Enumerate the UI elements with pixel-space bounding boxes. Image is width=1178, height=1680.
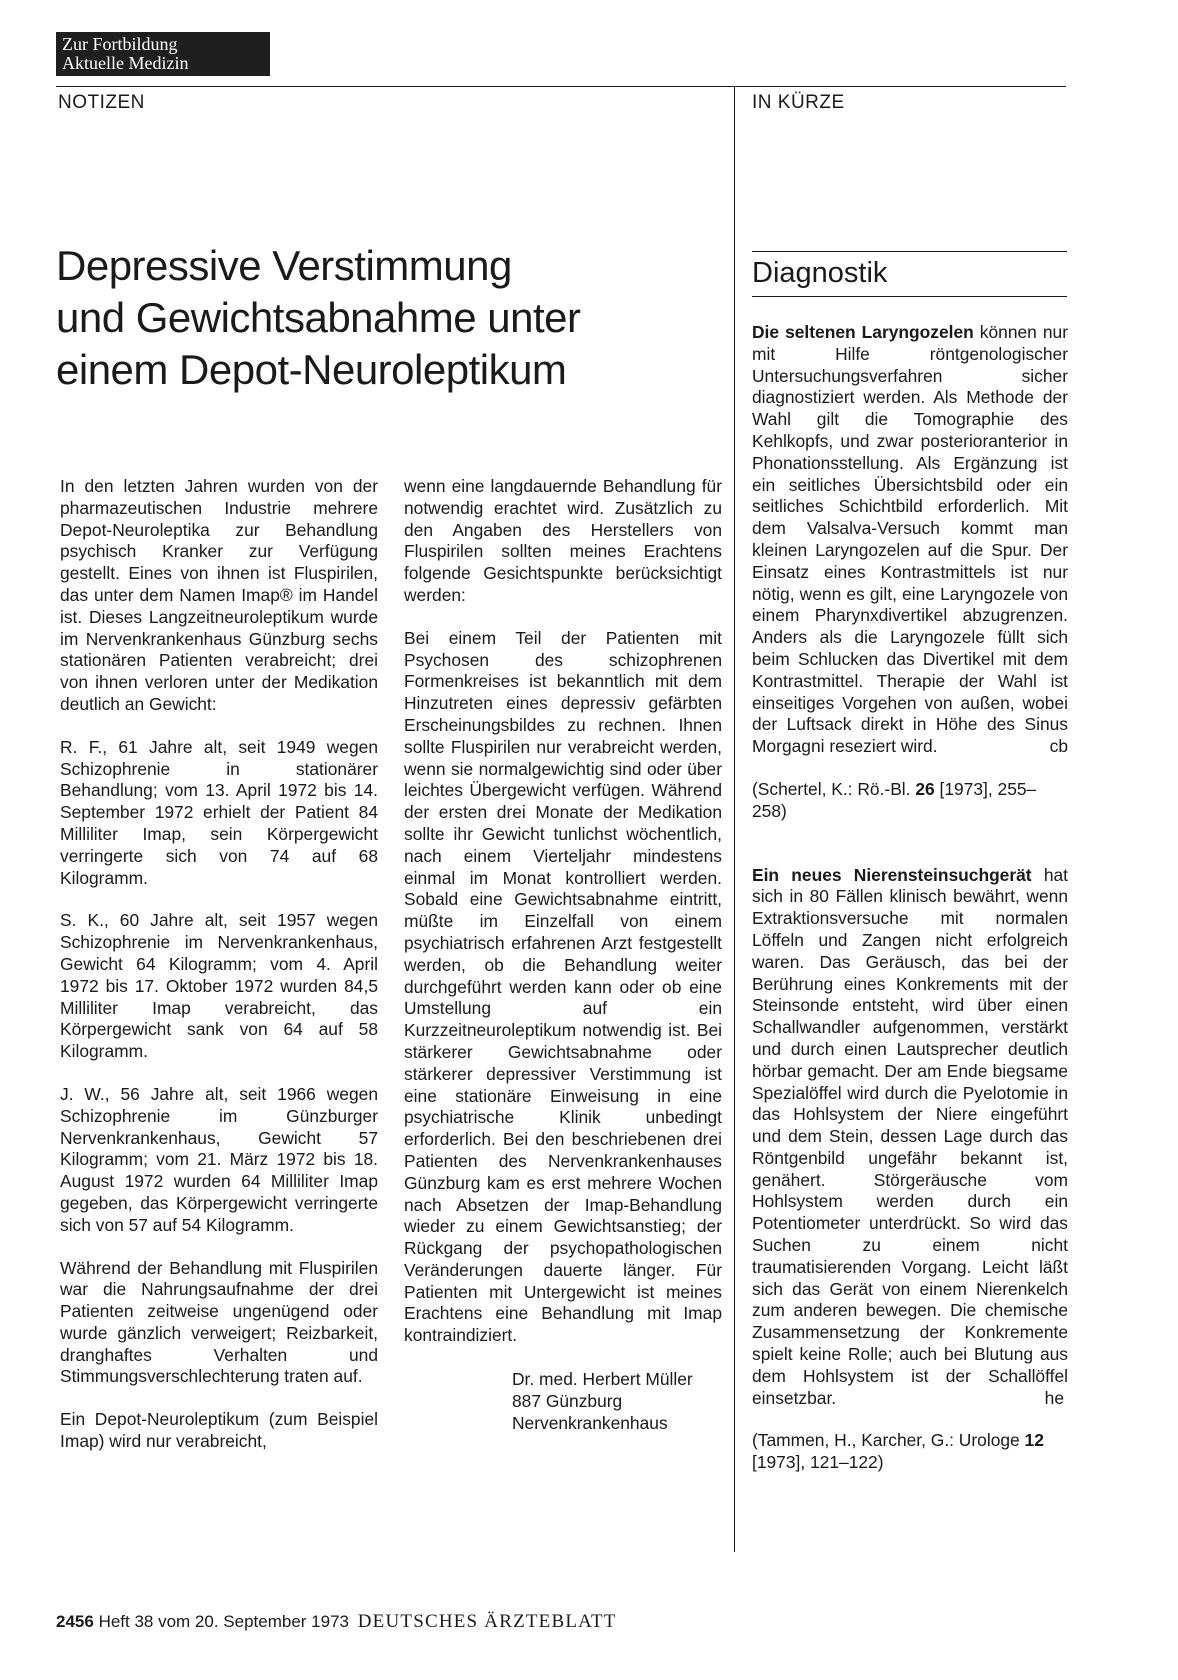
section-label-in-kuerze: IN KÜRZE (752, 92, 845, 113)
article-paragraph: Während der Behandlung mit Fluspirilen war die Nahrungsaufnahme der drei Patienten zeitweise ungenügend oder wurde gänzlich verweigert; Reizbarkeit, dranghaftes Verhalten und Stimmungsverschlechterung traten auf. (60, 1257, 378, 1387)
author-signature (404, 1368, 722, 1434)
author-name: Dr. med. Herbert Müller (512, 1369, 693, 1390)
section-label-notizen: NOTIZEN (58, 92, 145, 113)
news-item-text: hat sich in 80 Fällen klinisch bewährt, wenn Extraktionsversuche mit normalen Löffeln und Zangen nicht erfolgreich waren. Das Geräusch, das bei der Berührung eines Konkrements mit der Steinsonde entsteht, wird über einen Schallwandler aufgenommen, verstärkt und durch einen Lautsprecher deutlich hörbar gemacht. Der am Ende biegsame Spezialöffel wird durch die Pyelotomie in das Hohlsystem der Niere eingeführt und dem Stein, dessen Lage durch das Röntgenbild ungefähr bekannt ist, genähert. Störgeräusche vom Hohlsystem werden durch ein Potentiometer unterdrückt. So wird das Suchen zu einem nicht traumatisierenden Vorgang. Leicht läßt sich das Gerät von einem Nierenkelch zum anderen bewegen. Die chemische Zusammensetzung der Konkremente spielt keine Rolle; auch bei Blutung aus dem Hohlsystem ist der Schallöffel einsetzbar. (752, 864, 1068, 1408)
news-item-nierenstein (752, 865, 1068, 1410)
author-city: 887 Günzburg (512, 1391, 623, 1412)
sidebar-heading: Diagnostik (752, 257, 888, 289)
article-paragraph: In den letzten Jahren wurden von der pharmazeutischen Industrie mehrere Depot-Neuroleptika zur Behandlung psychisch Kranker zur Verfügung gestellt. Eines von ihnen ist Fluspirilen, das unter dem Namen Imap® im Handel ist. Dieses Langzeitneuroleptikum wurde im Nervenkrankenhaus Günzburg sechs stationären Patienten verabreicht; drei von ihnen verloren unter der Medikation deutlich an Gewicht: (60, 476, 378, 714)
issue-info: Heft 38 vom 20. September 1973 (98, 1612, 349, 1631)
news-item-initials: he (1044, 1387, 1064, 1408)
article-paragraph: wenn eine langdauernde Behandlung für notwendig erachtet wird. Zusätzlich zu den Angaben des Herstellers von Fluspirilen sollten meines Erachtens folgende Gesichtspunkte berücksichtigt werden: (404, 476, 722, 605)
sidebar-column (752, 322, 1068, 1495)
header-rule (56, 86, 1066, 87)
article-column-1 (60, 476, 378, 1474)
kicker-line-1: Zur Fortbildung (62, 34, 178, 54)
title-line-1: Depressive Verstimmung (56, 242, 512, 289)
news-item-reference: (Tammen, H., Karcher, G.: Urologe 12 [1973], 121–122) (752, 1430, 1044, 1473)
column-divider (734, 86, 735, 1552)
article-paragraph: Ein Depot-Neuroleptikum (zum Beispiel Imap) wird nur verabreicht, (60, 1409, 378, 1452)
magazine-name: DEUTSCHES ÄRZTEBLATT (357, 1611, 617, 1632)
news-item-laryngozelen (752, 322, 1068, 758)
kicker-line-2: Aktuelle Medizin (62, 53, 189, 73)
case-report-jw: J. W., 56 Jahre alt, seit 1966 wegen Schizophrenie im Günzburger Nervenkrankenhaus, Gewicht 57 Kilogramm; vom 21. März 1972 bis 18. August 1972 wurden 64 Milliliter Imap gegeben, das Körpergewicht verringerte sich von 57 auf 54 Kilogramm. (60, 1083, 378, 1235)
news-item-lead: Ein neues Nierensteinsuchgerät (752, 864, 1032, 885)
news-item-reference: (Schertel, K.: Rö.-Bl. 26 [1973], 255–258) (752, 778, 1037, 821)
case-report-rf: R. F., 61 Jahre alt, seit 1949 wegen Schizophrenie in stationärer Behandlung; vom 13. April 1972 bis 14. September 1972 erhielt der Patient 84 Milliliter Imap, sein Körpergewicht verringerte sich von 74 auf 68 Kilogramm. (60, 736, 378, 888)
title-line-2: und Gewichtsabnahme unter (56, 294, 581, 341)
article-column-2 (404, 476, 722, 1434)
page-number: 2456 (56, 1612, 94, 1631)
news-item-initials: cb (1049, 736, 1068, 757)
article-title (56, 240, 706, 396)
page-footer (56, 1611, 617, 1633)
article-paragraph: Bei einem Teil der Patienten mit Psychosen des schizophrenen Formenkreises ist bekanntlich mit dem Hinzutreten eines depressiv gefärbten Erscheinungsbildes zu rechnen. Ihnen sollte Fluspirilen nur verabreicht werden, wenn sie normalgewichtig sind oder über leichtes Übergewicht verfügen. Während der ersten drei Monate der Medikation sollte ihr Gewicht tunlichst wöchentlich, nach einem Vierteljahr mindestens einmal im Monat kontrolliert werden. Sobald eine Gewichtsabnahme eintritt, müßte im Einzelfall von einem psychiatrisch erfahrenen Arzt festgestellt werden, ob die Behandlung weiter durchgeführt werden kann oder ob eine Umstellung auf ein Kurzzeitneuroleptikum notwendig ist. Bei stärkerer Gewichtsabnahme oder stärkerer depressiver Verstimmung ist eine stationäre Einweisung in eine psychiatrische Klinik unbedingt erforderlich. Bei den beschriebenen drei Patienten des Nervenkrankenhauses Günzburg kam es erst mehrere Wochen nach Absetzen der Imap-Behandlung wieder zu einem Gewichtsanstieg; der Rückgang der psychopathologischen Veränderungen dauerte länger. Für Patienten mit Untergewicht ist meines Erachtens eine Behandlung mit Imap kontraindiziert. (404, 627, 722, 1346)
author-institution: Nervenkrankenhaus (512, 1413, 668, 1434)
section-kicker (56, 32, 270, 76)
news-item-lead: Die seltenen Laryngozelen (752, 322, 974, 342)
title-line-3: einem Depot-Neuroleptikum (56, 346, 567, 393)
case-report-sk: S. K., 60 Jahre alt, seit 1957 wegen Schizophrenie im Nervenkrankenhaus, Gewicht 64 Kilogramm; vom 4. April 1972 bis 17. Oktober 1972 wurden 84,5 Milliliter Imap verabreicht, das Körpergewicht sank von 64 auf 58 Kilogramm. (60, 910, 378, 1062)
news-item-text: können nur mit Hilfe röntgenologischer Untersuchungsverfahren sicher diagnostiziert werden. Als Methode der Wahl gilt die Tomographie des Kehlkopfs, und zwar posterioranterior in Phonationsstellung. Als Ergänzung ist ein seitliches Übersichtsbild oder ein seitliches Schichtbild erforderlich. Mit dem Valsalva-Versuch kommt man kleinen Laryngozelen auf die Spur. Der Einsatz eines Kontrastmittels ist nur nötig, wenn es gilt, eine Laryngozele von einem Pharynxdivertikel abzugrenzen. Anders als die Laryngozele füllt sich beim Schlucken das Divertikel mit dem Kontrastmittel. Therapie der Wahl ist einseitiges Vorgehen von außen, wobei der Luftsack direkt in Höhe des Sinus Morgagni reseziert wird. (752, 322, 1068, 757)
sidebar-rule-bottom (752, 296, 1067, 297)
sidebar-rule-top (752, 251, 1067, 252)
